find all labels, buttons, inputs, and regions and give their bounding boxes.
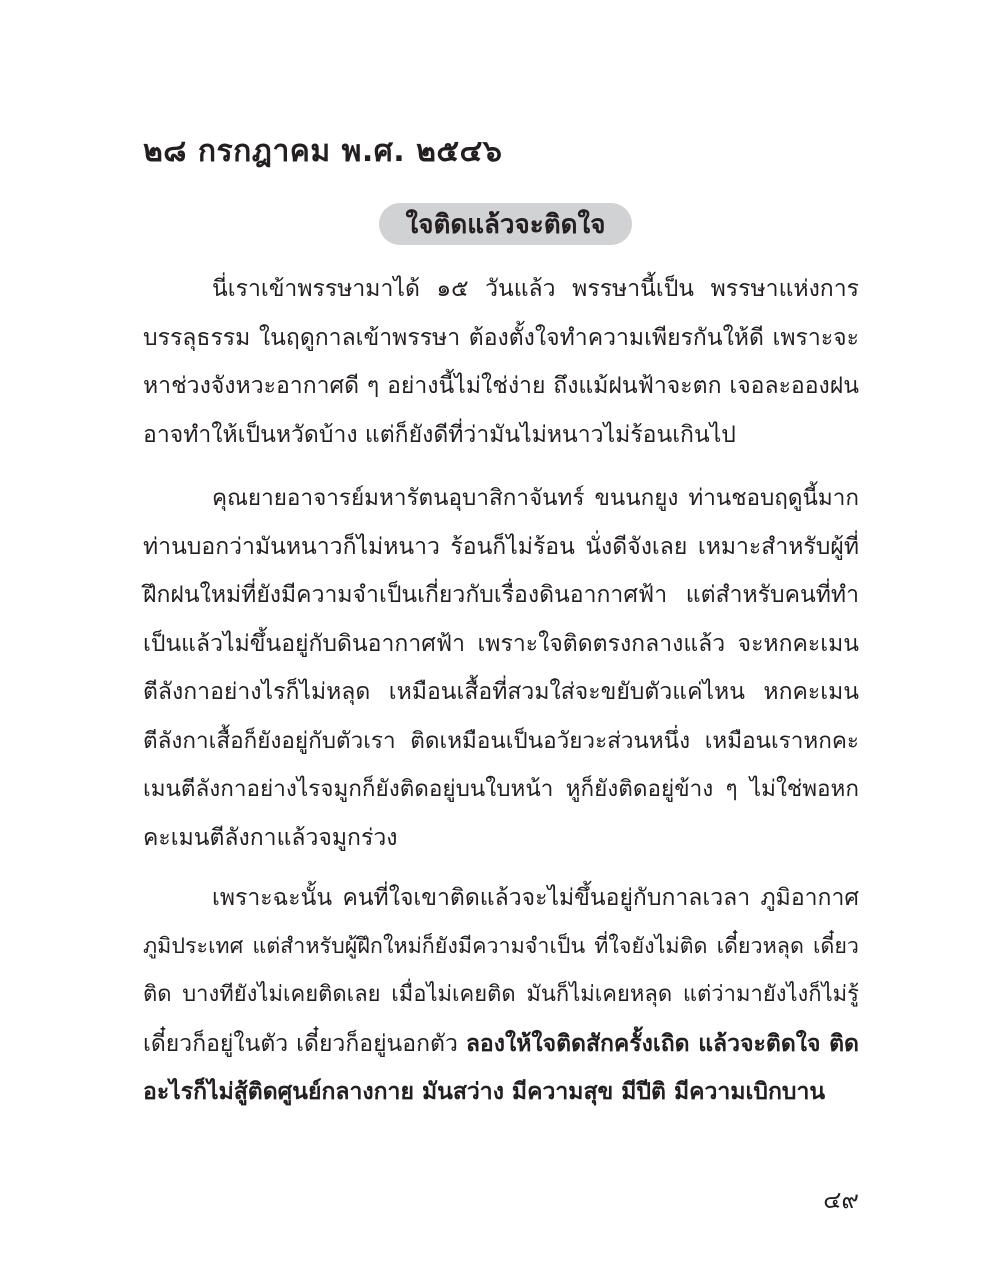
paragraph-line: ภูมิประเทศ แต่สำหรับผู้ฝึกใหม่ก็ยังมีความจำเป็น ที่ใจยังไม่ติด เดี๋ยวหลุด เดี๋ยว [143, 933, 859, 959]
paragraph-line: ฝึกฝนใหม่ที่ยังมีความจำเป็นเกี่ยวกับเรื่องดินอากาศฟ้า แต่สำหรับคนที่ทำ [143, 582, 859, 608]
paragraph-line: ตีลังกาอย่างไรก็ไม่หลุด เหมือนเสื้อที่สวมใส่จะขยับตัวแค่ไหน หกคะเมน [143, 679, 859, 705]
paragraph-2 [143, 474, 859, 862]
paragraph-line-mixed [143, 1020, 859, 1069]
paragraph-line: เป็นแล้วไม่ขึ้นอยู่กับดินอากาศฟ้า เพราะใจติดตรงกลางแล้ว จะหกคะเมน [143, 630, 859, 657]
paragraph-line: คะเมนตีลังกาแล้วจมูกร่วง [143, 824, 398, 851]
paragraph-line: เมนตีลังกาอย่างไรจมูกก็ยังติดอยู่บนใบหน้า หูก็ยังติดอยู่ข้าง ๆ ไม่ใช่พอหก [143, 776, 859, 802]
emphasis-line: อะไรก็ไม่สู้ติดศูนย์กลางกาย มันสว่าง มีความสุข มีปีติ มีความเบิกบาน [143, 1079, 826, 1105]
paragraph-line: อาจทำให้เป็นหวัดบ้าง แต่ก็ยังดีที่ว่ามันไม่หนาวไม่ร้อนเกินไป [143, 421, 736, 448]
paragraph-1 [143, 265, 859, 459]
paragraph-line: คุณยายอาจารย์มหารัตนอุบาสิกาจันทร์ ขนนกยูง ท่านชอบฤดูนี้มาก [212, 485, 859, 511]
page-number: ๔๙ [823, 1186, 859, 1214]
paragraph-line: นี่เราเข้าพรรษามาได้ ๑๕ วันแล้ว พรรษานี้เป็น พรรษาแห่งการ [212, 276, 859, 302]
paragraph-line: หาช่วงจังหวะอากาศดี ๆ อย่างนี้ไม่ใช่ง่าย ถึงแม้ฝนฟ้าจะตก เจอละอองฝน [143, 373, 859, 399]
emphasis-text: ลองให้ใจติดสักครั้งเถิด แล้วจะติดใจ ติด [465, 1030, 859, 1057]
paragraph-3 [143, 874, 859, 1117]
chapter-title-pill [379, 203, 632, 245]
paragraph-line: ตีลังกาเสื้อก็ยังอยู่กับตัวเรา ติดเหมือนเป็นอวัยวะส่วนหนึ่ง เหมือนเราหกคะ [143, 727, 859, 754]
date-heading: ๒๘ กรกฎาคม พ.ศ. ๒๕๔๖ [143, 134, 503, 169]
chapter-title: ใจติดแล้วจะติดใจ [405, 209, 606, 240]
paragraph-line: เพราะฉะนั้น คนที่ใจเขาติดแล้วจะไม่ขึ้นอยู่กับกาลเวลา ภูมิอากาศ [212, 885, 859, 911]
paragraph-line: บรรลุธรรม ในฤดูกาลเข้าพรรษา ต้องตั้งใจทำความเพียรกันให้ดี เพราะจะ [143, 324, 859, 351]
paragraph-line: ติด บางทียังไม่เคยติดเลย เมื่อไม่เคยติด มันก็ไม่เคยหลุด แต่ว่ามายังไงก็ไม่รู้ [143, 982, 859, 1007]
paragraph-line: ท่านบอกว่ามันหนาวก็ไม่หนาว ร้อนก็ไม่ร้อน นั่งดีจังเลย เหมาะสำหรับผู้ที่ [143, 533, 859, 560]
normal-text: เดี๋ยวก็อยู่ในตัว เดี๋ยวก็อยู่นอกตัว [143, 1030, 466, 1057]
